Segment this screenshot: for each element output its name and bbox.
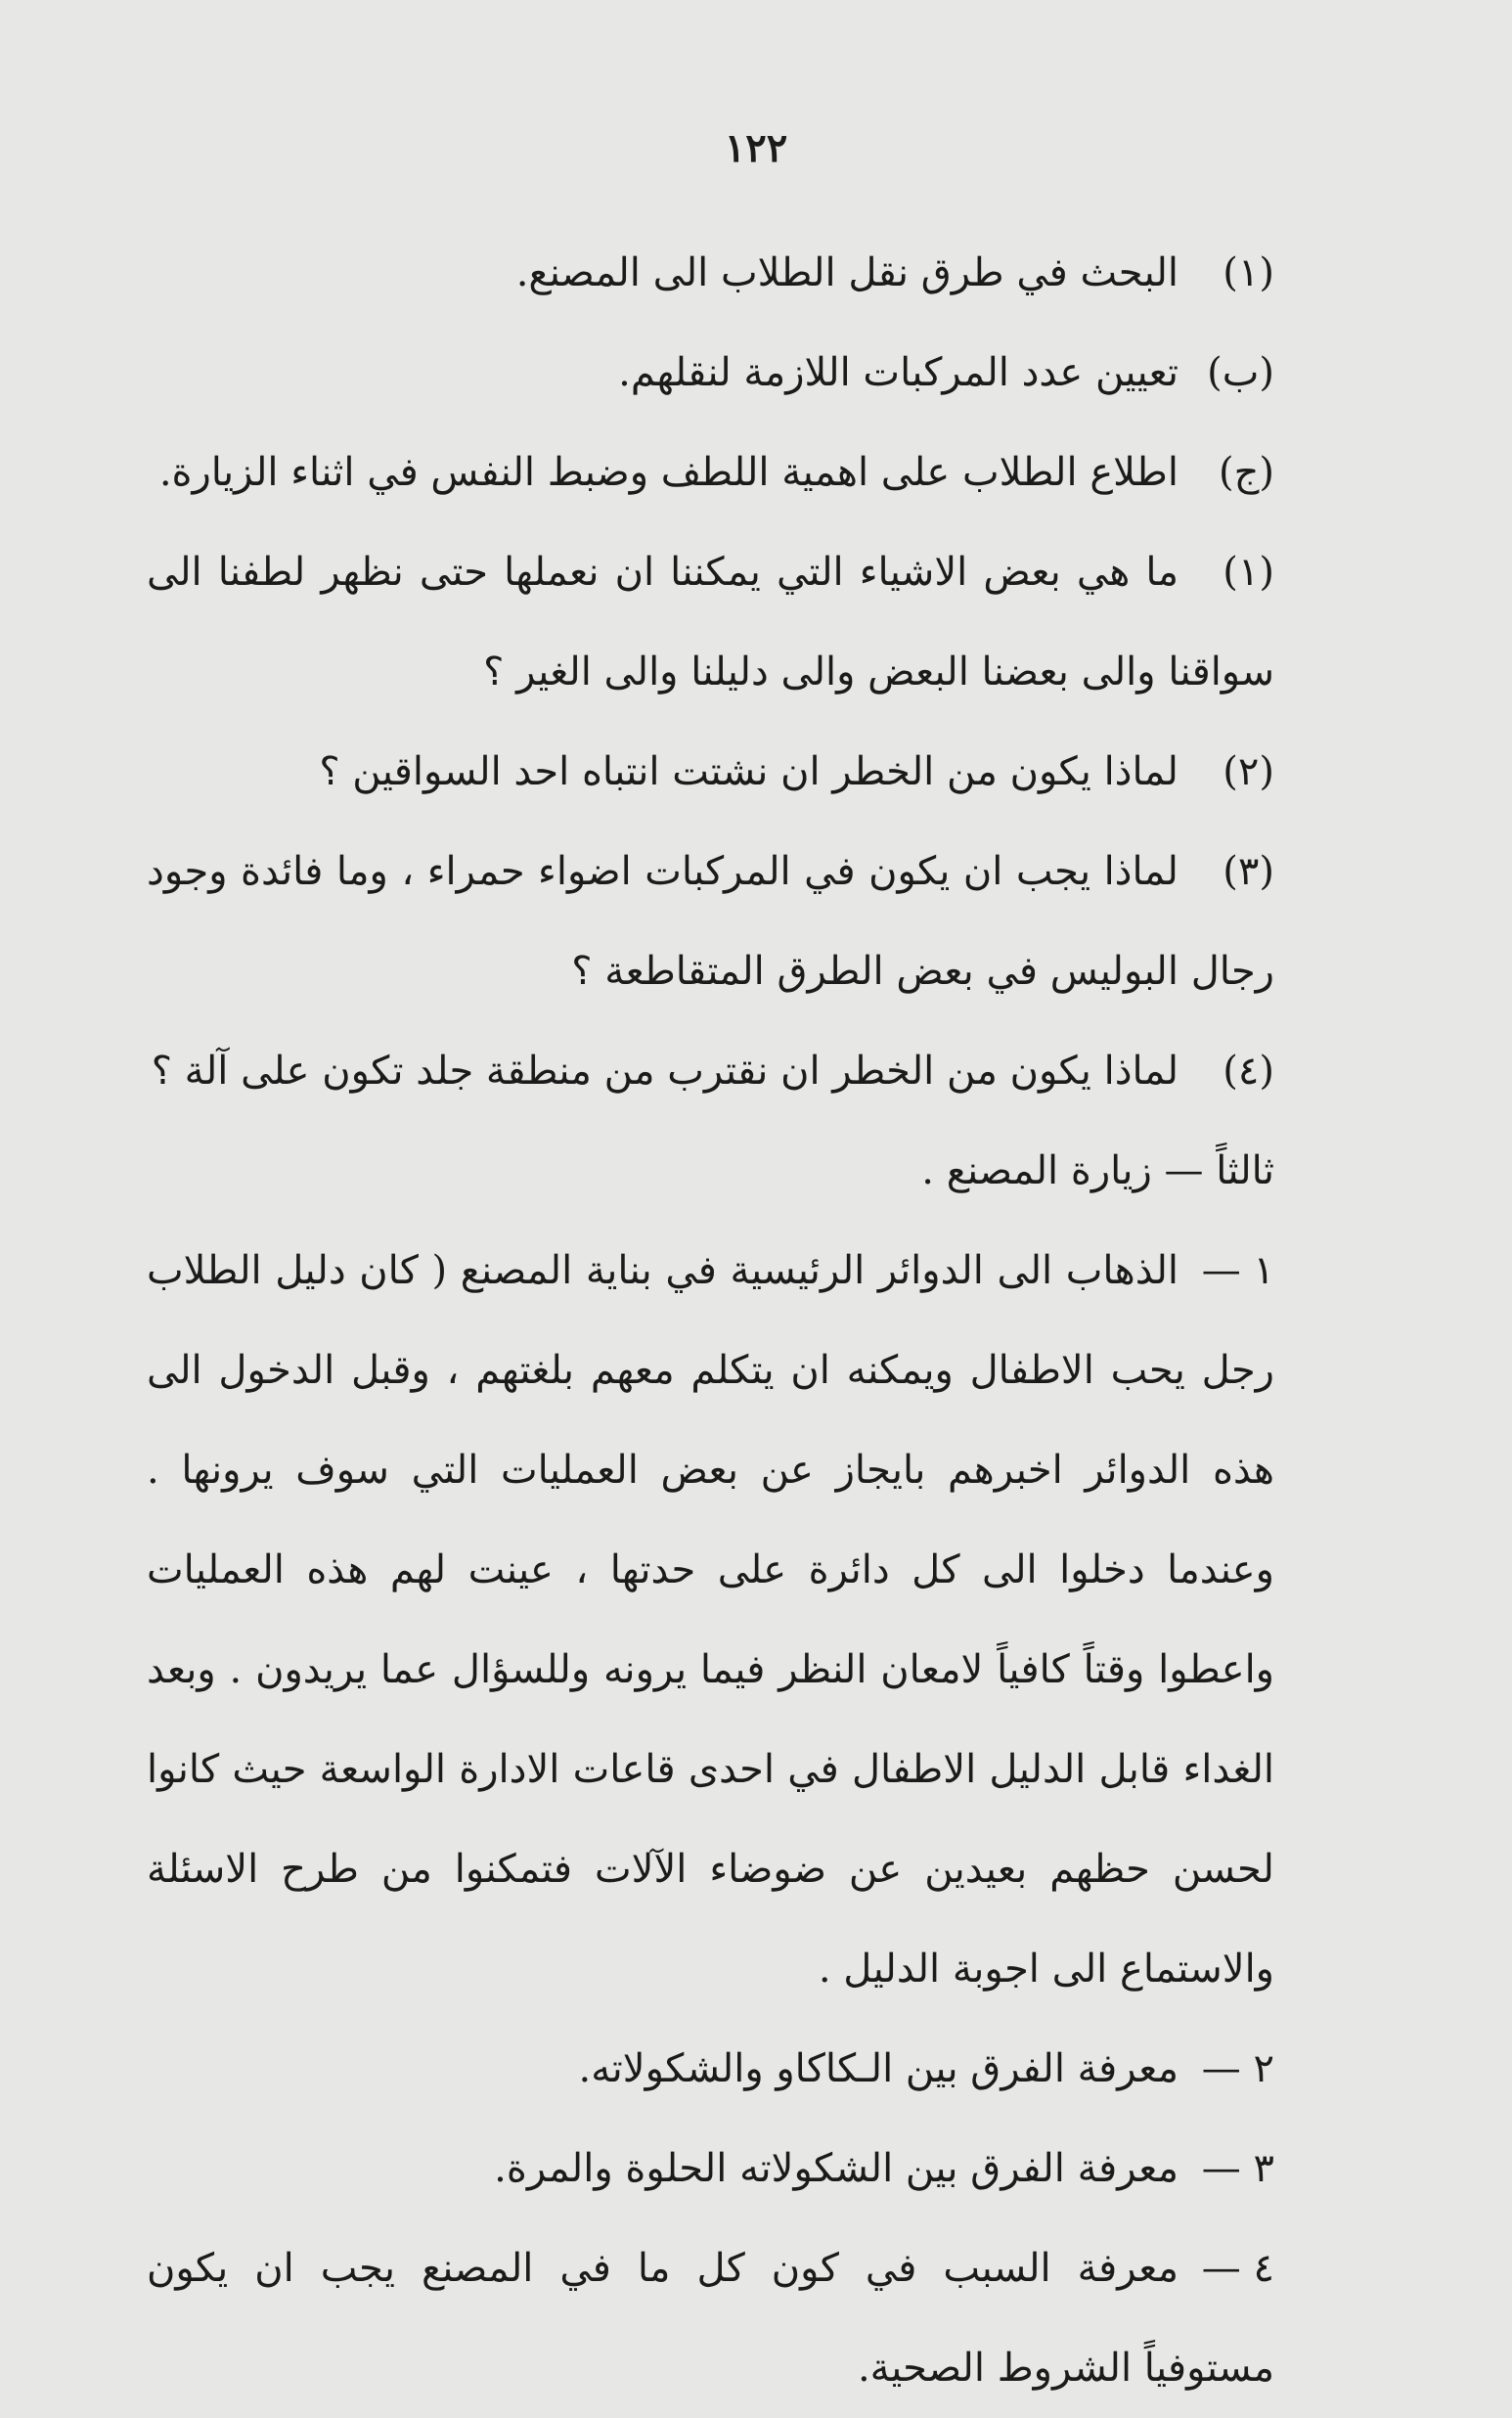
question-4 (147, 1021, 1364, 1121)
question-text: لماذا يكون من الخطر ان نشتت انتباه احد السواقين ؟ (319, 749, 1178, 794)
visit-item-label: ١ — (1201, 1248, 1274, 1293)
list-item-a (147, 223, 1364, 323)
question-1 (147, 522, 1364, 722)
page-body (147, 223, 1364, 2418)
visit-item-text: معرفة السبب في كون كل ما في المصنع يجب ان يكون مستوفياً الشروط الصحية. (147, 2246, 1274, 2391)
question-label: (٢) (1223, 749, 1274, 794)
list-item-c (147, 423, 1364, 522)
visit-item-text: الذهاب الى الدوائر الرئيسية في بناية المصنع ( كان دليل الطلاب رجل يحب الاطفال ويمكنه ان يتكلم معهم بلغتهم ، وقبل الدخول الى هذه الدوائر اخبرهم بايجاز عن بعض العمليات التي سوف يرونها . وعندما دخلوا الى كل دائرة على حدتها ، عينت لهم هذه العمليات واعطوا وقتاً كافياً لامعان النظر فيما يرونه وللسؤال عما يريدون . وبعد الغداء قابل الدليل الاطفال في احدى قاعات الادارة الواسعة حيث كانوا لحسن حظهم بعيدين عن ضوضاء الآلات فتمكنوا من طرح الاسئلة والاستماع الى اجوبة الدليل . (147, 1248, 1274, 1992)
visit-item-label: ٤ — (1201, 2246, 1274, 2291)
visit-item-2 (147, 2019, 1364, 2119)
item-label: (١) (1223, 250, 1274, 295)
item-label: (ج) (1218, 450, 1274, 495)
item-text: تعيين عدد المركبات اللازمة لنقلهم. (618, 350, 1178, 395)
question-text: ما هي بعض الاشياء التي يمكننا ان نعملها حتى نظهر لطفنا الى سواقنا والى بعضنا البعض والى دليلنا والى الغير ؟ (147, 550, 1274, 694)
visit-item-text: معرفة الفرق بين الشكولاته الحلوة والمرة. (494, 2146, 1178, 2191)
question-label: (٣) (1223, 849, 1274, 894)
visit-item-text: معرفة الفرق بين الـكاكاو والشكولاته. (578, 2046, 1178, 2091)
question-3 (147, 822, 1364, 1021)
question-text: لماذا يكون من الخطر ان نقترب من منطقة جلد تكون على آلة ؟ (151, 1049, 1178, 1094)
item-text: البحث في طرق نقل الطلاب الى المصنع. (515, 250, 1178, 295)
visit-item-3 (147, 2119, 1364, 2218)
visit-item-1 (147, 1221, 1364, 2019)
page-number: ١٢٢ (724, 125, 788, 171)
question-label: (١) (1223, 550, 1274, 595)
section-heading: ثالثاً — زيارة المصنع . (921, 1148, 1274, 1193)
visit-item-label: ٢ — (1201, 2046, 1274, 2091)
question-2 (147, 722, 1364, 822)
item-text: اطلاع الطلاب على اهمية اللطف وضبط النفس في اثناء الزيارة. (158, 450, 1178, 495)
item-label: (ب) (1207, 350, 1274, 395)
list-item-b (147, 323, 1364, 423)
visit-item-4 (147, 2218, 1364, 2418)
question-text: لماذا يجب ان يكون في المركبات اضواء حمراء ، وما فائدة وجود رجال البوليس في بعض الطرق المتقاطعة ؟ (147, 849, 1274, 994)
visit-item-label: ٣ — (1201, 2146, 1274, 2191)
question-label: (٤) (1223, 1049, 1274, 1094)
